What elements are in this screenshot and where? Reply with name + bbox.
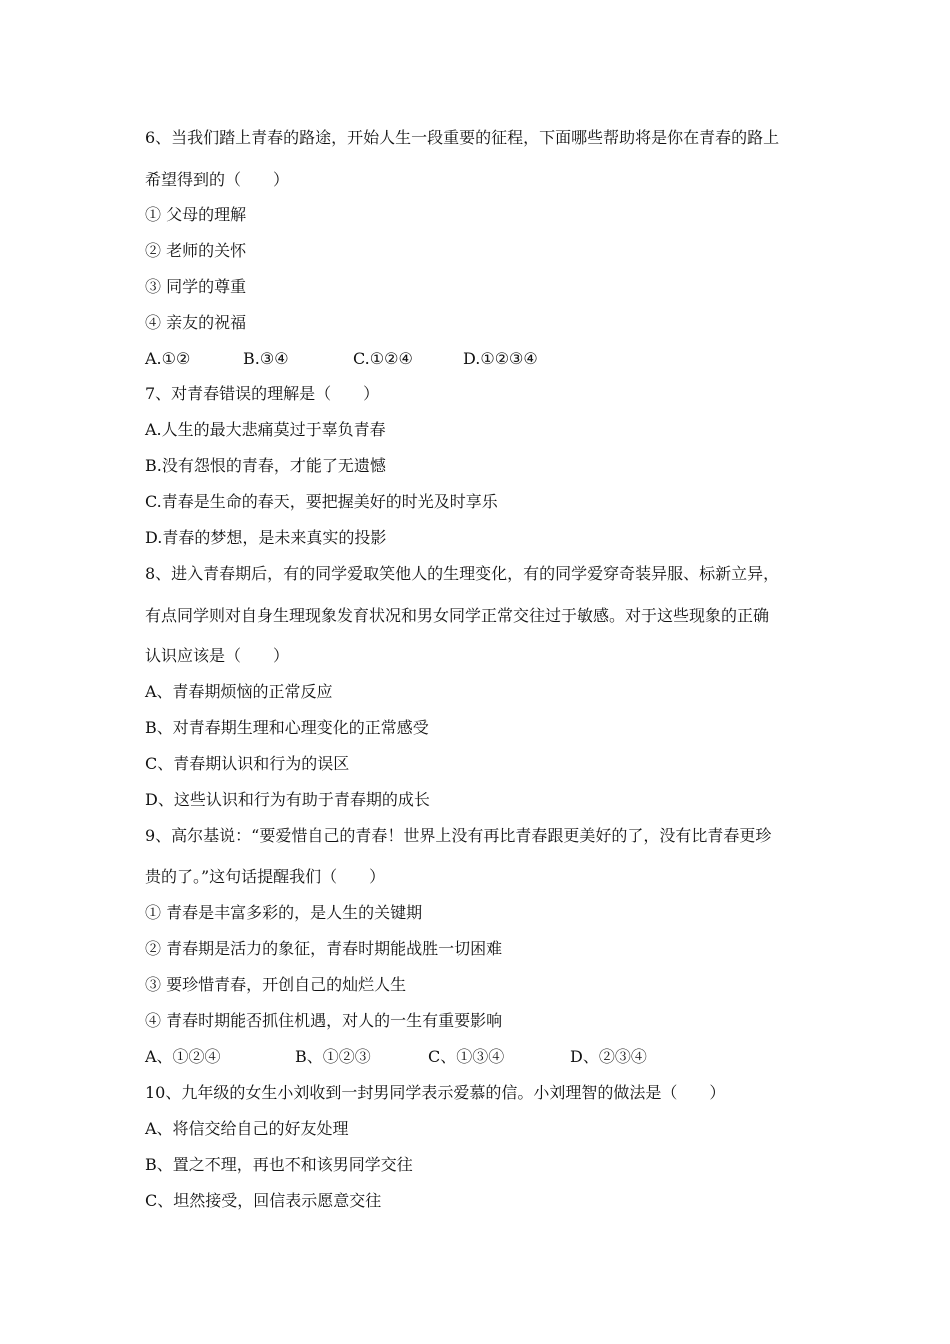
q6-item-2: ② 老师的关怀 <box>145 241 247 260</box>
q8-option-d: D、这些认识和行为有助于青春期的成长 <box>145 790 430 809</box>
q7-option-d: D.青春的梦想，是未来真实的投影 <box>145 528 387 547</box>
q9-item-2: ② 青春期是活力的象征，青春时期能战胜一切困难 <box>145 939 503 958</box>
q6-item-1: ① 父母的理解 <box>145 205 247 224</box>
q9-stem-line2: 贵的了。”这句话提醒我们（ ） <box>145 867 386 886</box>
q7-option-c: C.青春是生命的春天，要把握美好的时光及时享乐 <box>145 492 498 511</box>
q6-stem-line1: 6、当我们踏上青春的路途，开始人生一段重要的征程，下面哪些帮助将是你在青春的路上 <box>145 128 780 147</box>
q8-stem-line3: 认识应该是（ ） <box>145 646 290 665</box>
q10-stem: 10、九年级的女生小刘收到一封男同学表示爱慕的信。小刘理智的做法是（ ） <box>145 1083 726 1102</box>
q9-option-a: A、①②④ <box>145 1047 221 1066</box>
q6-item-3: ③ 同学的尊重 <box>145 277 247 296</box>
q7-option-b: B.没有怨恨的青春，才能了无遗憾 <box>145 456 386 475</box>
q9-stem-line1: 9、高尔基说：“要爱惜自己的青春！世界上没有再比青春跟更美好的了，没有比青春更珍 <box>145 826 772 845</box>
q8-option-b: B、对青春期生理和心理变化的正常感受 <box>145 718 429 737</box>
q10-option-c: C、坦然接受，回信表示愿意交往 <box>145 1191 382 1210</box>
q10-option-a: A、将信交给自己的好友处理 <box>145 1119 349 1138</box>
q9-option-d: D、②③④ <box>570 1047 647 1066</box>
q6-stem-line2: 希望得到的（ ） <box>145 170 290 189</box>
q9-item-3: ③ 要珍惜青春，开创自己的灿烂人生 <box>145 975 407 994</box>
q7-stem: 7、对青春错误的理解是（ ） <box>145 384 380 403</box>
q9-item-4: ④ 青春时期能否抓住机遇，对人的一生有重要影响 <box>145 1011 503 1030</box>
q6-option-d: D.①②③④ <box>463 349 538 368</box>
q9-option-c: C、①③④ <box>428 1047 505 1066</box>
q8-option-c: C、青春期认识和行为的误区 <box>145 754 350 773</box>
q8-option-a: A、青春期烦恼的正常反应 <box>145 682 333 701</box>
q6-option-a: A.①② <box>145 349 191 368</box>
q8-stem-line2: 有点同学则对自身生理现象发育状况和男女同学正常交往过于敏感。对于这些现象的正确 <box>145 606 770 625</box>
q7-option-a: A.人生的最大悲痛莫过于辜负青春 <box>145 420 386 439</box>
q8-stem-line1: 8、进入青春期后，有的同学爱取笑他人的生理变化，有的同学爱穿奇装异服、标新立异， <box>145 564 780 583</box>
q6-option-c: C.①②④ <box>353 349 413 368</box>
q9-item-1: ① 青春是丰富多彩的，是人生的关键期 <box>145 903 423 922</box>
q9-option-b: B、①②③ <box>295 1047 371 1066</box>
q6-item-4: ④ 亲友的祝福 <box>145 313 247 332</box>
q6-option-b: B.③④ <box>243 349 289 368</box>
q10-option-b: B、置之不理，再也不和该男同学交往 <box>145 1155 413 1174</box>
